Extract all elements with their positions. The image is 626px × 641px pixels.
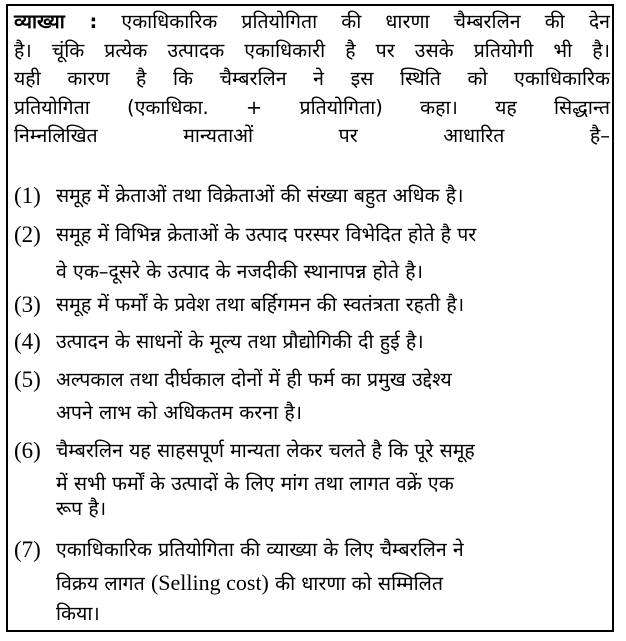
item-number-4: (4) xyxy=(14,329,41,354)
item-5-line-1: अल्पकाल तथा दीर्घकाल दोनों में ही फर्म का प्रमुख उद्देश्य xyxy=(56,368,452,391)
intro-paragraph xyxy=(14,8,610,151)
item-number-6: (6) xyxy=(14,438,41,463)
item-7-line-2-part-1: विक्रय लागत xyxy=(56,571,145,595)
item-2-line-1: समूह में विभिन्न क्रेताओं के उत्पाद परस्पर विभेदित होते है पर xyxy=(56,223,477,246)
item-number-5: (5) xyxy=(14,367,41,392)
item-1-line-1: समूह में क्रेताओं तथा विक्रेताओं की संख्या बहुत अधिक है। xyxy=(56,184,464,207)
intro-line-1-text: एकाधिकारिक प्रतियोगिता की धारणा चैम्बरलिन की देन xyxy=(121,10,611,33)
intro-line-5: निम्नलिखित मान्यताओं पर आधारित है– xyxy=(14,124,610,147)
item-number-7: (7) xyxy=(14,537,41,562)
item-number-2: (2) xyxy=(14,222,41,247)
item-7-line-2 xyxy=(56,569,612,599)
item-6-line-2: में सभी फर्मों के उत्पादों के लिए मांग तथा लागत वक्रें एक xyxy=(56,471,454,495)
item-7-line-3: किया। xyxy=(56,602,100,625)
item-6-line-1: चैम्बरलिन यह साहसपूर्ण मान्यता लेकर चलते है कि पूरे समूह xyxy=(56,439,475,462)
item-7-selling-cost: (Selling cost) xyxy=(150,569,269,595)
intro-line-2: है। चूंकि प्रत्येक उत्पादक एकाधिकारी है पर उसके प्रतियोगी भी है। xyxy=(14,38,610,62)
intro-line-4: प्रतियोगिता (एकाधिका. + प्रतियोगिता) कहा। यह सिद्धान्त xyxy=(14,95,610,119)
item-number-3: (3) xyxy=(14,292,41,317)
item-number-1: (1) xyxy=(14,183,41,208)
item-6-line-3: रूप है। xyxy=(56,497,107,520)
item-3-line-1: समूह में फर्मों के प्रवेश तथा बर्हिगमन की स्वतंत्रता रहती है। xyxy=(56,293,465,316)
intro-line-1 xyxy=(14,8,610,37)
intro-label: व्याख्या : xyxy=(14,10,98,33)
item-4-line-1: उत्पादन के साधनों के मूल्य तथा प्रौद्योगिकी दी हुई है। xyxy=(56,330,424,353)
item-7-line-2-part-3: की धारणा को सम्मिलित xyxy=(275,571,444,595)
intro-line-3: यही कारण है कि चैम्बरलिन ने इस स्थिति को एकाधिकारिक xyxy=(14,67,610,90)
item-2-line-2: वे एक–दूसरे के उत्पाद के नजदीकी स्थानापन्न होते है। xyxy=(56,259,424,283)
item-7-line-1: एकाधिकारिक प्रतियोगिता की व्याख्या के लिए चैम्बरलिन ने xyxy=(56,538,464,561)
item-5-line-2: अपने लाभ को अधिकतम करना है। xyxy=(56,400,303,424)
